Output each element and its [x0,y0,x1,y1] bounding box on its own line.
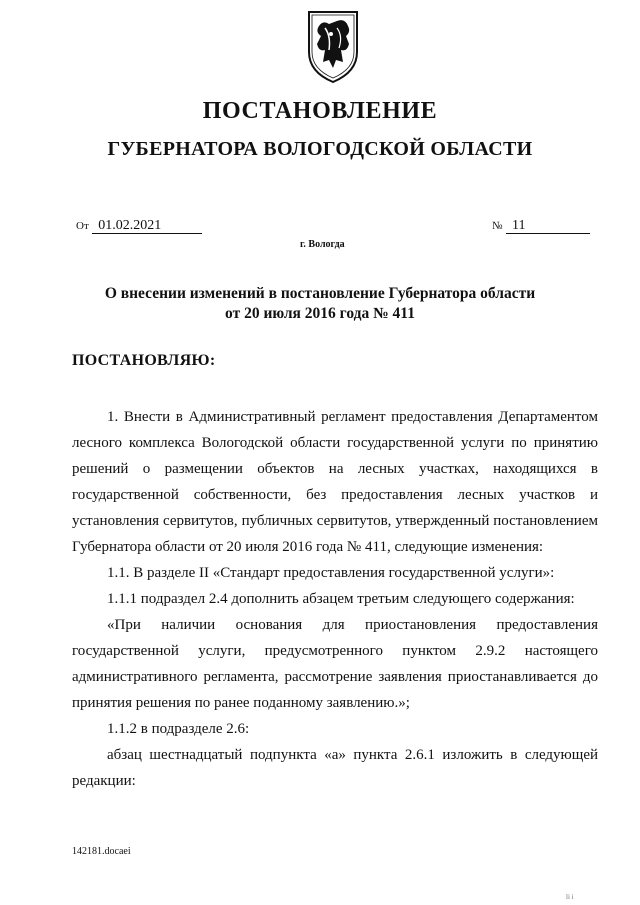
paragraph-2: 1.1. В разделе II «Стандарт предоставления государственной услуги»: [107,565,555,581]
number-field [492,218,590,234]
subject-line-1: О внесении изменений в постановление Губернатора области [104,285,536,302]
corner-mark: li i [566,893,574,901]
document-subject [0,284,640,324]
subject-line-2: от 20 июля 2016 года № 411 [225,305,415,322]
number-label: № [492,220,503,232]
document-title: ПОСТАНОВЛЕНИЕ [202,98,438,124]
date-label: От [76,220,89,232]
date-value: 01.02.2021 [92,219,202,234]
paragraph-1: 1. Внести в Административный регламент предоставления Департаментом лесного комплекса Вологодской области государственной услуги по принятию решений о размещении объектов на лесных участках, находящихся в государственной собственности, без предоставления лесных участков и установления сервитутов, публичных сервитутов, утвержденный постановлением Губернатора области от 20 июля 2016 года № 411, следующие изменения: [72,409,598,555]
paragraph-6: абзац шестнадцатый подпункта «а» пункта 2.6.1 изложить в следующей редакции: [72,747,598,789]
paragraph-5: 1.1.2 в подразделе 2.6: [107,721,250,737]
paragraph-4: «При наличии основания для приостановления предоставления государственной услуги, предусмотренного пунктом 2.9.2 настоящего административного регламента, рассмотрение заявления приостанавливается до принятия решения по ранее поданному заявлению.»; [72,617,598,711]
document-issuer: ГУБЕРНАТОРА ВОЛОГОДСКОЙ ОБЛАСТИ [107,138,533,160]
decree-heading: ПОСТАНОВЛЯЮ: [72,352,216,369]
document-body [72,404,598,794]
paragraph-3: 1.1.1 подраздел 2.4 дополнить абзацем третьим следующего содержания: [107,591,575,607]
number-value: 11 [506,219,590,234]
city-label: г. Вологда [300,239,345,250]
file-code: 142181.docaei [72,846,131,857]
date-field [76,218,202,234]
coat-of-arms-emblem [301,6,365,86]
